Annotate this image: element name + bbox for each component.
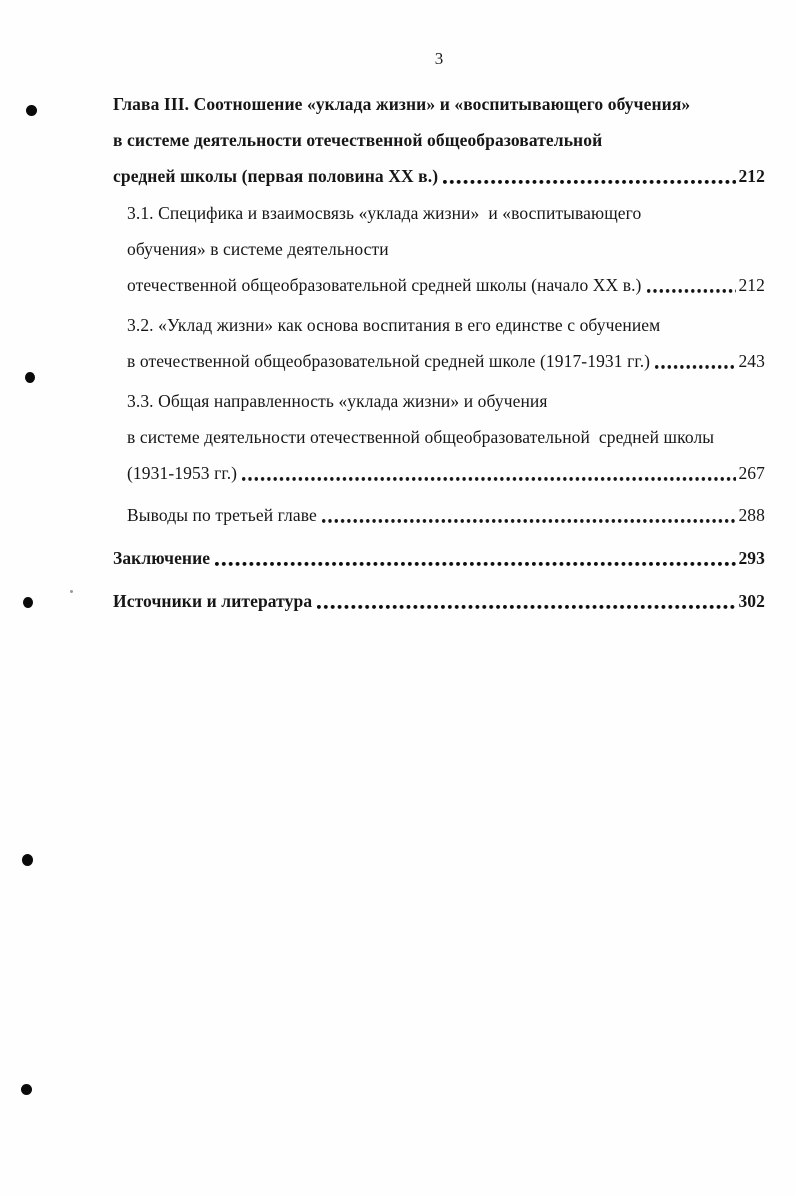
toc-entry-section-3-2	[113, 307, 765, 379]
dot-leader	[241, 455, 736, 491]
toc-page-ref: 288	[738, 505, 765, 525]
toc-entry-chapter-3	[113, 86, 765, 194]
toc-line	[113, 583, 765, 619]
toc-line	[113, 158, 765, 194]
toc-line	[113, 540, 765, 576]
toc-line-text: средней школы (первая половина XX в.)	[113, 166, 439, 186]
toc-page-ref: 293	[738, 548, 765, 568]
toc-line	[113, 122, 765, 158]
scan-speck	[70, 590, 73, 593]
toc-line	[127, 497, 765, 533]
toc-line-text: 3.1. Специфика и взаимосвязь «уклада жизни» и «воспитывающего	[127, 203, 642, 223]
toc-page-ref: 212	[738, 275, 765, 295]
page-number: 3	[434, 49, 444, 68]
toc-page-ref: 267	[738, 463, 765, 483]
margin-dot-icon	[25, 372, 35, 383]
dot-leader	[654, 343, 736, 379]
toc-line	[127, 307, 765, 343]
toc-line-text: 3.3. Общая направленность «уклада жизни» и обучения	[127, 391, 548, 411]
toc-line	[127, 343, 765, 379]
margin-dot-icon	[26, 105, 37, 116]
toc-line-text: (1931-1953 гг.)	[127, 463, 238, 483]
margin-dot-icon	[22, 854, 33, 866]
toc-entry-chapter-3-conclusions	[113, 497, 765, 533]
toc-line	[127, 231, 765, 267]
table-of-contents	[113, 86, 765, 619]
toc-line-text: в системе деятельности отечественной общеобразовательной средней школы	[127, 427, 715, 447]
toc-line-text: в системе деятельности отечественной общеобразовательной	[113, 130, 603, 150]
toc-line-text: 3.2. «Уклад жизни» как основа воспитания в его единстве с обучением	[127, 315, 661, 335]
toc-page-ref: 302	[738, 591, 765, 611]
toc-line	[127, 383, 765, 419]
dot-leader	[646, 267, 737, 303]
dot-leader	[316, 583, 736, 619]
toc-line	[127, 419, 765, 455]
margin-dot-icon	[23, 597, 33, 608]
toc-line	[127, 195, 765, 231]
dot-leader	[214, 540, 736, 576]
toc-page-ref: 212	[738, 166, 765, 186]
toc-line-text: Глава III. Соотношение «уклада жизни» и «воспитывающего обучения»	[113, 94, 691, 114]
toc-entry-conclusion	[113, 540, 765, 576]
toc-line-text: Заключение	[113, 548, 211, 568]
toc-entry-section-3-3	[113, 383, 765, 491]
toc-page-ref: 243	[738, 351, 765, 371]
toc-line	[113, 86, 765, 122]
toc-line	[127, 455, 765, 491]
toc-line-text: обучения» в системе деятельности	[127, 239, 389, 259]
toc-line	[127, 267, 765, 303]
dot-leader	[321, 497, 737, 533]
toc-line-text: отечественной общеобразовательной средней школы (начало XX в.)	[127, 275, 642, 295]
dot-leader	[442, 158, 736, 194]
toc-line-text: Источники и литература	[113, 591, 313, 611]
toc-line-text: в отечественной общеобразовательной средней школе (1917-1931 гг.)	[127, 351, 651, 371]
margin-dot-icon	[21, 1084, 32, 1095]
toc-entry-section-3-1	[113, 195, 765, 303]
toc-entry-sources-and-literature	[113, 583, 765, 619]
toc-line-text: Выводы по третьей главе	[127, 505, 317, 525]
